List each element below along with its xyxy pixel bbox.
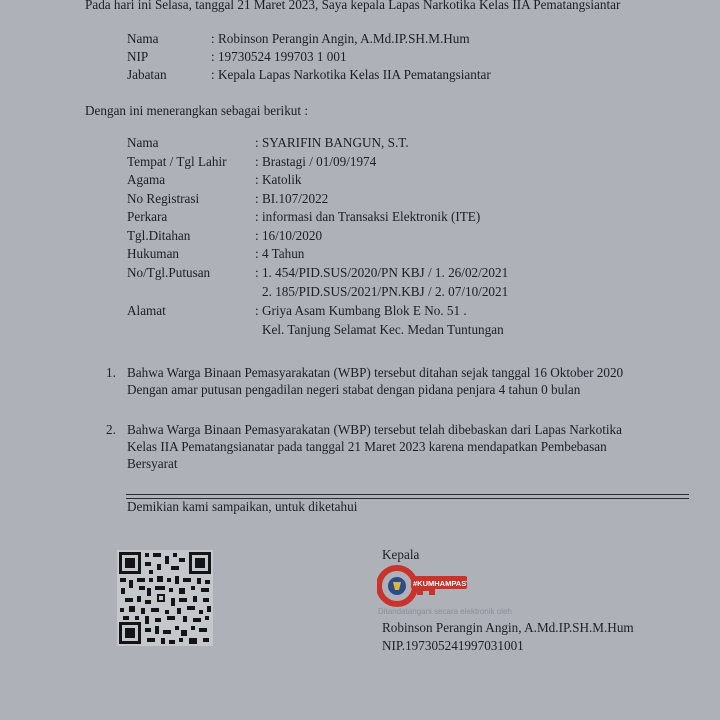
- point-line: Kelas IIA Pematangsianatar pada tanggal 21 Maret 2023 karena mendapatkan Pembebasan: [127, 439, 607, 454]
- subject-value: : 1. 454/PID.SUS/2020/PN KBJ / 1. 26/02/2021: [255, 265, 509, 280]
- signer-nip: NIP.197305241997031001: [382, 638, 524, 653]
- subject-value: : Griya Asam Kumbang Blok E No. 51 .: [255, 303, 467, 318]
- subject-label: Alamat: [127, 303, 166, 318]
- subject-label: Perkara: [127, 209, 168, 224]
- subject-value: : SYARIFIN BANGUN, S.T.: [255, 135, 409, 150]
- subject-value: : 4 Tahun: [255, 246, 305, 261]
- logo-text: #KUMHAMPASTI: [413, 579, 467, 588]
- statement-intro: Dengan ini menerangkan sebagai berikut :: [85, 103, 309, 118]
- official-value: : Kepala Lapas Narkotika Kelas IIA Pematangsiantar: [211, 67, 491, 82]
- subject-label: No/Tgl.Putusan: [127, 265, 211, 280]
- subject-value: Kel. Tanjung Selamat Kec. Medan Tuntungan: [262, 322, 504, 337]
- point-number: 1.: [106, 365, 116, 380]
- official-value: : 19730524 199703 1 001: [211, 49, 347, 64]
- subject-value: : informasi dan Transaksi Elektronik (ITE): [255, 209, 481, 224]
- qr-code-icon: [117, 550, 213, 646]
- subject-label: No Registrasi: [127, 191, 200, 206]
- subject-label: Tempat / Tgl Lahir: [127, 154, 227, 169]
- kumham-logo: [377, 562, 467, 610]
- subject-label: Hukuman: [127, 246, 180, 261]
- closing-text: Demikian kami sampaikan, untuk diketahui: [127, 499, 358, 514]
- subject-value: : 16/10/2020: [255, 228, 323, 243]
- point-line: Bersyarat: [127, 456, 178, 471]
- kumham-logo-icon: [377, 562, 467, 610]
- intro-text: Pada hari ini Selasa, tanggal 21 Maret 2023, Saya kepala Lapas Narkotika Kelas IIA Pematangsiantar: [85, 0, 621, 12]
- point-line: Dengan amar putusan pengadilan negeri stabat dengan pidana penjara 4 tahun 0 bulan: [127, 382, 581, 397]
- point-line: Bahwa Warga Binaan Pemasyarakatan (WBP) tersebut ditahan sejak tanggal 16 Oktober 2020: [127, 365, 624, 380]
- e-sign-note: Ditandatangani secara elektronik oleh: [378, 607, 512, 616]
- subject-label: Tgl.Ditahan: [127, 228, 191, 243]
- official-label: NIP: [127, 49, 149, 64]
- qr-code: [117, 550, 213, 646]
- subject-value: : BI.107/2022: [255, 191, 329, 206]
- signer-name: Robinson Perangin Angin, A.Md.IP.SH.M.Hum: [382, 620, 634, 635]
- subject-label: Nama: [127, 135, 159, 150]
- official-label: Nama: [127, 31, 159, 46]
- subject-value: : Brastagi / 01/09/1974: [255, 154, 377, 169]
- point-line: Bahwa Warga Binaan Pemasyarakatan (WBP) tersebut telah dibebaskan dari Lapas Narkotika: [127, 422, 623, 437]
- signature-title: Kepala: [382, 547, 420, 562]
- subject-value: : Katolik: [255, 172, 302, 187]
- subject-value: 2. 185/PID.SUS/2021/PN.KBJ / 2. 07/10/2021: [262, 284, 509, 299]
- official-label: Jabatan: [127, 67, 167, 82]
- official-value: : Robinson Perangin Angin, A.Md.IP.SH.M.Hum: [211, 31, 470, 46]
- point-number: 2.: [106, 422, 116, 437]
- subject-label: Agama: [127, 172, 166, 187]
